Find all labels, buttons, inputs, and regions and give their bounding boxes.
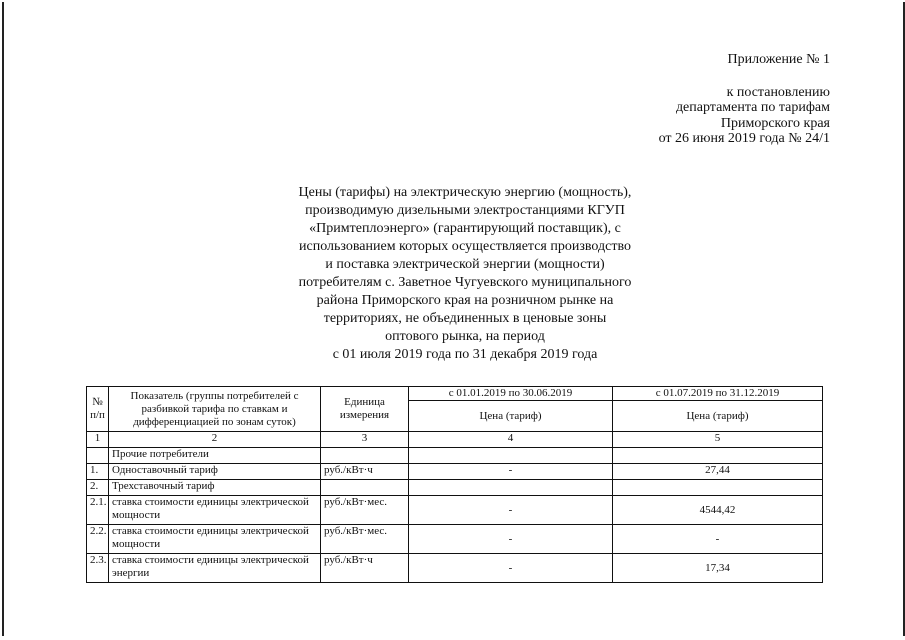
appendix-title: Приложение № 1 [727,52,830,67]
row-price-2: 27,44 [613,464,823,480]
row-price-1: - [409,496,613,525]
row-price-1: - [409,525,613,554]
row-price-2 [613,480,823,496]
table-header-row [87,387,823,401]
appendix-line: к постановлению [726,84,830,100]
col-number: 3 [321,432,409,448]
row-unit: руб./кВт·ч [321,554,409,583]
table-row [87,464,823,480]
row-price-2: - [613,525,823,554]
header-period-1: с 01.01.2019 по 30.06.2019 [409,387,613,401]
header-indicator: Показатель (группы потребителей с разбивкой тарифа по ставкам и дифференциацией по зонам суток) [109,387,321,432]
heading-line: территориях, не объединенных в ценовые зоны [323,311,607,326]
header-period-2: с 01.07.2019 по 31.12.2019 [613,387,823,401]
header-unit: Единица измерения [321,387,409,432]
appendix-line: от 26 июня 2019 года № 24/1 [658,131,830,146]
row-name: ставка стоимости единицы электрической энергии [109,554,321,583]
row-price-2: 4544,42 [613,496,823,525]
row-num: 2.2. [87,525,109,554]
heading-line: с 01 июля 2019 года по 31 декабря 2019 года [332,347,598,362]
header-price-2: Цена (тариф) [613,401,823,432]
tariff-table [86,386,823,583]
row-price-2: 17,34 [613,554,823,583]
col-number: 2 [109,432,321,448]
row-price-1 [409,480,613,496]
row-name: Трехставочный тариф [109,480,321,496]
row-num: 2. [87,480,109,496]
appendix-block [600,52,830,147]
document-heading [250,184,680,364]
heading-line: Цены (тарифы) на электрическую энергию (мощность), [298,185,632,200]
column-number-row [87,432,823,448]
row-unit [321,448,409,464]
appendix-line: Приморского края [720,115,830,131]
row-name: Прочие потребители [109,448,321,464]
row-price-1: - [409,554,613,583]
row-num: 1. [87,464,109,480]
row-unit [321,480,409,496]
heading-line: потребителям с. Заветное Чугуевского муниципального [298,275,632,290]
row-name: Одноставочный тариф [109,464,321,480]
heading-line: оптового рынка, на период [385,329,545,344]
row-num: 2.3. [87,554,109,583]
row-unit: руб./кВт·мес. [321,496,409,525]
table-row [87,480,823,496]
heading-line: «Примтеплоэнерго» (гарантирующий поставщик), с [309,221,621,236]
table-row [87,525,823,554]
row-num [87,448,109,464]
table-row [87,448,823,464]
row-price-2 [613,448,823,464]
row-unit: руб./кВт·мес. [321,525,409,554]
heading-line: района Приморского края на розничном рынке на [316,293,614,308]
col-number: 1 [87,432,109,448]
appendix-line: департамента по тарифам [675,100,830,115]
row-price-1 [409,448,613,464]
heading-line: и поставка электрической энергии (мощности) [325,257,605,272]
col-number: 5 [613,432,823,448]
heading-line: использованием которых осуществляется производство [299,239,631,254]
table-row [87,496,823,525]
row-unit: руб./кВт·ч [321,464,409,480]
row-price-1: - [409,464,613,480]
heading-line: производимую дизельными электростанциями КГУП [305,203,625,218]
header-num: № п/п [87,387,109,432]
table-row [87,554,823,583]
header-price-1: Цена (тариф) [409,401,613,432]
row-name: ставка стоимости единицы электрической мощности [109,496,321,525]
col-number: 4 [409,432,613,448]
row-num: 2.1. [87,496,109,525]
row-name: ставка стоимости единицы электрической мощности [109,525,321,554]
